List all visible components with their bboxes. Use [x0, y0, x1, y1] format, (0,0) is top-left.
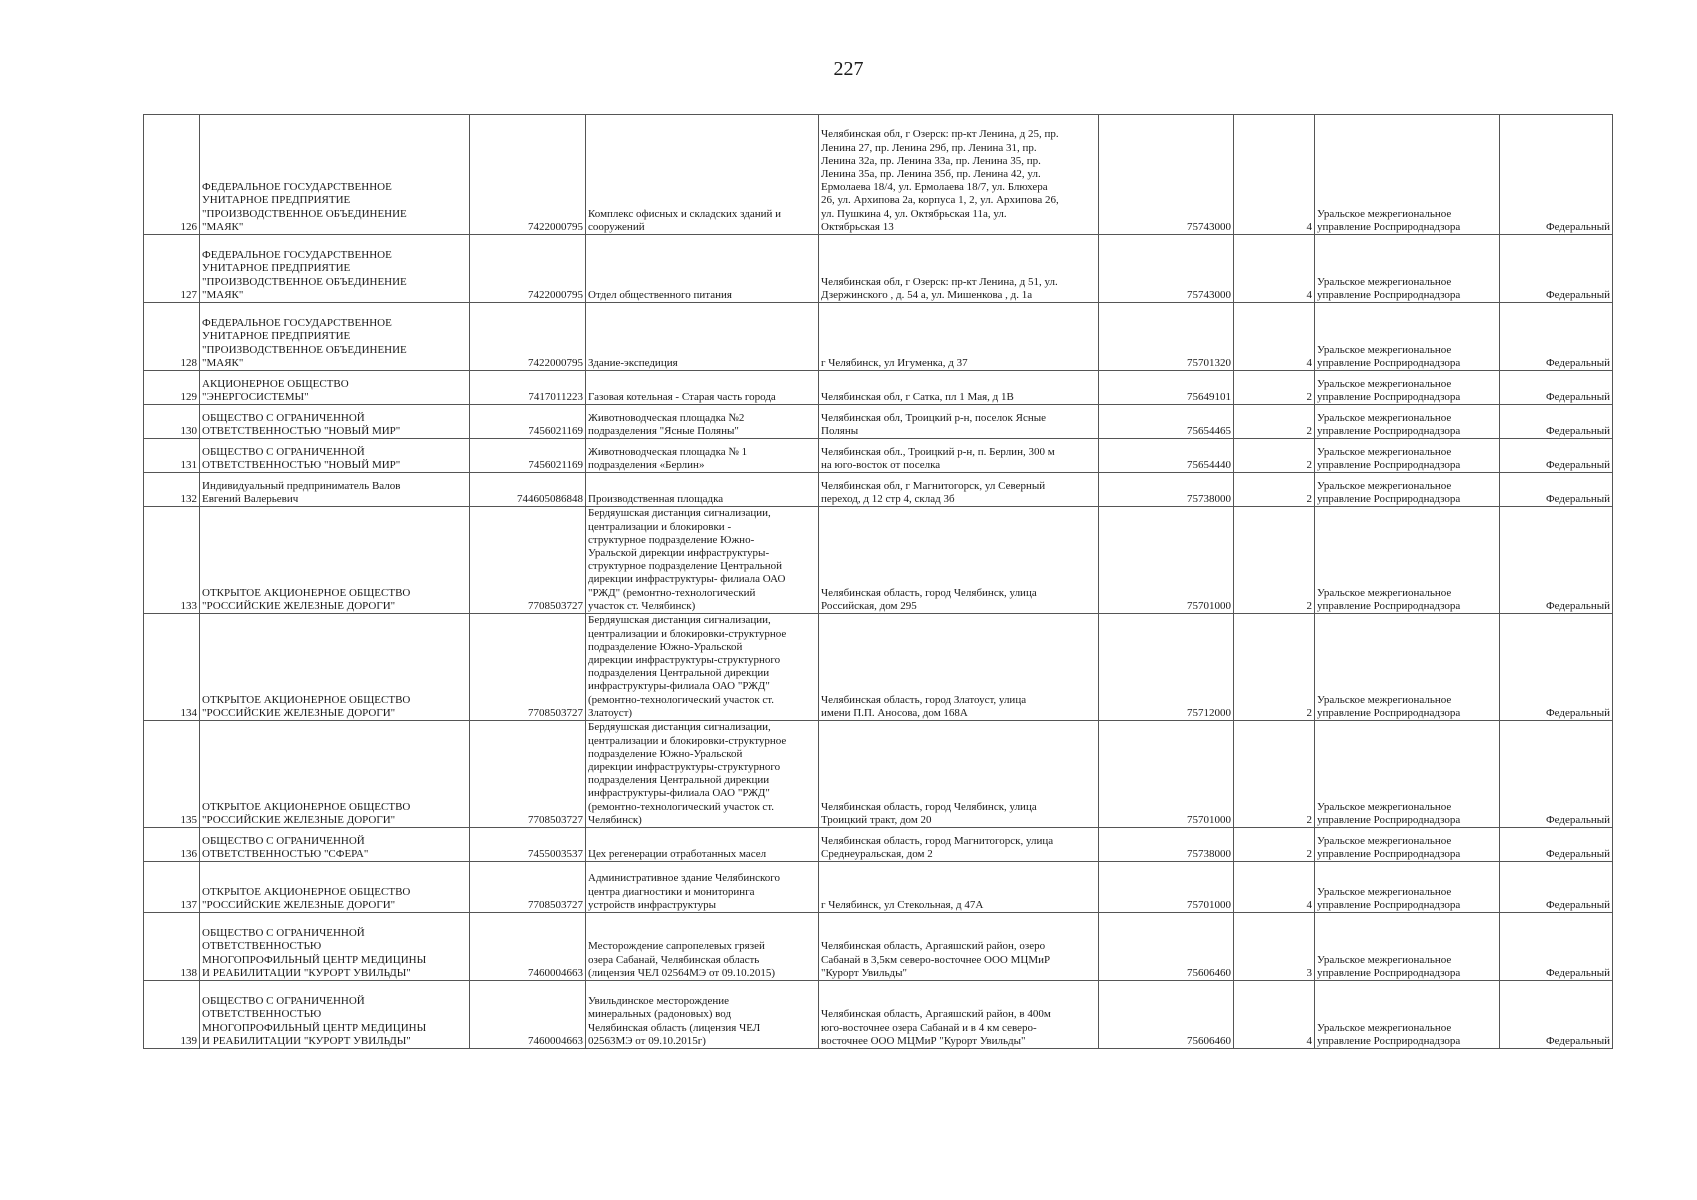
supervision-level: Федеральный: [1500, 439, 1613, 473]
table-row: [144, 473, 1613, 507]
oktmo-code: 75701000: [1099, 862, 1234, 913]
object-name: Бердяушская дистанция сигнализации, централизации и блокировки - структурное подразделение Южно- Уральской дирекции инфраструктуры- структурное подразделение Центральной дирекции инфраструктуры- филиала ОАО "РЖД" (ремонтно-технологический участок ст. Челябинск): [586, 507, 819, 614]
organization-name: ОБЩЕСТВО С ОГРАНИЧЕННОЙ ОТВЕТСТВЕННОСТЬЮ МНОГОПРОФИЛЬНЫЙ ЦЕНТР МЕДИЦИНЫ И РЕАБИЛИТАЦИИ "КУРОРТ УВИЛЬДЫ": [200, 913, 470, 981]
object-category: 4: [1234, 235, 1315, 303]
inn-value: 744605086848: [470, 473, 586, 507]
oktmo-code: 75701000: [1099, 721, 1234, 828]
object-name: Административное здание Челябинского центра диагностики и мониторинга устройств инфраструктуры: [586, 862, 819, 913]
inn-value: 7422000795: [470, 115, 586, 235]
oktmo-code: 75649101: [1099, 371, 1234, 405]
object-address: Челябинская обл, г Магнитогорск, ул Северный переход, д 12 стр 4, склад 3б: [819, 473, 1099, 507]
object-address: Челябинская обл., Троицкий р-н, п. Берлин, 300 м на юго-восток от поселка: [819, 439, 1099, 473]
object-category: 4: [1234, 862, 1315, 913]
object-address: Челябинская область, Аргаяшский район, озеро Сабанай в 3,5км северо-восточнее ООО МЦМиР "Курорт Увильды": [819, 913, 1099, 981]
row-number: 136: [144, 828, 200, 862]
table-row: [144, 862, 1613, 913]
organization-name: ОБЩЕСТВО С ОГРАНИЧЕННОЙ ОТВЕТСТВЕННОСТЬЮ "СФЕРА": [200, 828, 470, 862]
inn-value: 7456021169: [470, 405, 586, 439]
object-address: Челябинская обл, г Озерск: пр-кт Ленина, д 25, пр. Ленина 27, пр. Ленина 29б, пр. Ленина 31, пр. Ленина 32а, пр. Ленина 33а, пр. Ленина 35, пр. Ленина 35а, пр. Ленина 35б, пр. Ленина 42, ул. Ермолаева 18/4, ул. Ермолаева 18/7, ул. Блюхера 26, ул. Архипова 2а, корпуса 1, 2, ул. Архипова 26, ул. Пушкина 4, ул. Октябрьская 11а, ул. Октябрьская 13: [819, 115, 1099, 235]
row-number: 129: [144, 371, 200, 405]
registry-table-body: [144, 115, 1613, 1049]
supervising-authority: Уральское межрегиональное управление Росприроднадзора: [1315, 913, 1500, 981]
object-name: Комплекс офисных и складских зданий и сооружений: [586, 115, 819, 235]
object-name: Производственная площадка: [586, 473, 819, 507]
supervising-authority: Уральское межрегиональное управление Росприроднадзора: [1315, 507, 1500, 614]
object-name: Животноводческая площадка №2 подразделения "Ясные Поляны": [586, 405, 819, 439]
row-number: 127: [144, 235, 200, 303]
inn-value: 7417011223: [470, 371, 586, 405]
inn-value: 7456021169: [470, 439, 586, 473]
supervising-authority: Уральское межрегиональное управление Росприроднадзора: [1315, 405, 1500, 439]
inn-value: 7708503727: [470, 721, 586, 828]
supervising-authority: Уральское межрегиональное управление Росприроднадзора: [1315, 235, 1500, 303]
supervising-authority: Уральское межрегиональное управление Росприроднадзора: [1315, 828, 1500, 862]
supervision-level: Федеральный: [1500, 371, 1613, 405]
table-row: [144, 405, 1613, 439]
supervision-level: Федеральный: [1500, 614, 1613, 721]
object-category: 2: [1234, 473, 1315, 507]
supervision-level: Федеральный: [1500, 913, 1613, 981]
organization-name: Индивидуальный предприниматель Валов Евгений Валерьевич: [200, 473, 470, 507]
object-category: 3: [1234, 913, 1315, 981]
oktmo-code: 75654440: [1099, 439, 1234, 473]
inn-value: 7460004663: [470, 913, 586, 981]
organization-name: ОТКРЫТОЕ АКЦИОНЕРНОЕ ОБЩЕСТВО "РОССИЙСКИЕ ЖЕЛЕЗНЫЕ ДОРОГИ": [200, 721, 470, 828]
inn-value: 7422000795: [470, 303, 586, 371]
table-row: [144, 303, 1613, 371]
table-row: [144, 235, 1613, 303]
inn-value: 7708503727: [470, 507, 586, 614]
oktmo-code: 75743000: [1099, 235, 1234, 303]
table-row: [144, 913, 1613, 981]
supervising-authority: Уральское межрегиональное управление Росприроднадзора: [1315, 473, 1500, 507]
object-name: Газовая котельная - Старая часть города: [586, 371, 819, 405]
row-number: 132: [144, 473, 200, 507]
row-number: 139: [144, 981, 200, 1049]
organization-name: ОБЩЕСТВО С ОГРАНИЧЕННОЙ ОТВЕТСТВЕННОСТЬЮ "НОВЫЙ МИР": [200, 439, 470, 473]
inn-value: 7422000795: [470, 235, 586, 303]
row-number: 137: [144, 862, 200, 913]
supervision-level: Федеральный: [1500, 235, 1613, 303]
object-category: 2: [1234, 405, 1315, 439]
organization-name: ОТКРЫТОЕ АКЦИОНЕРНОЕ ОБЩЕСТВО "РОССИЙСКИЕ ЖЕЛЕЗНЫЕ ДОРОГИ": [200, 507, 470, 614]
object-address: Челябинская обл, Троицкий р-н, поселок Ясные Поляны: [819, 405, 1099, 439]
organization-name: ОТКРЫТОЕ АКЦИОНЕРНОЕ ОБЩЕСТВО "РОССИЙСКИЕ ЖЕЛЕЗНЫЕ ДОРОГИ": [200, 862, 470, 913]
object-category: 4: [1234, 303, 1315, 371]
supervision-level: Федеральный: [1500, 303, 1613, 371]
organization-name: ОБЩЕСТВО С ОГРАНИЧЕННОЙ ОТВЕТСТВЕННОСТЬЮ "НОВЫЙ МИР": [200, 405, 470, 439]
object-address: Челябинская область, город Магнитогорск, улица Среднеуральская, дом 2: [819, 828, 1099, 862]
oktmo-code: 75654465: [1099, 405, 1234, 439]
object-address: Челябинская область, город Златоуст, улица имени П.П. Аносова, дом 168А: [819, 614, 1099, 721]
page-number: 227: [833, 58, 864, 80]
table-row: [144, 371, 1613, 405]
object-name: Отдел общественного питания: [586, 235, 819, 303]
object-name: Бердяушская дистанция сигнализации, централизации и блокировки-структурное подразделение Южно-Уральской дирекции инфраструктуры-структурного подразделения Центральной дирекции инфраструктуры-филиала ОАО "РЖД" (ремонтно-технологический участок ст. Златоуст): [586, 614, 819, 721]
object-name: Животноводческая площадка № 1 подразделения «Берлин»: [586, 439, 819, 473]
supervision-level: Федеральный: [1500, 115, 1613, 235]
row-number: 131: [144, 439, 200, 473]
supervising-authority: Уральское межрегиональное управление Росприроднадзора: [1315, 981, 1500, 1049]
object-address: Челябинская область, город Челябинск, улица Троицкий тракт, дом 20: [819, 721, 1099, 828]
oktmo-code: 75701320: [1099, 303, 1234, 371]
table-row: [144, 981, 1613, 1049]
oktmo-code: 75738000: [1099, 828, 1234, 862]
object-name: Увильдинское месторождение минеральных (радоновых) вод Челябинская область (лицензия ЧЕЛ 02563МЭ от 09.10.2015г): [586, 981, 819, 1049]
supervision-level: Федеральный: [1500, 862, 1613, 913]
supervising-authority: Уральское межрегиональное управление Росприроднадзора: [1315, 115, 1500, 235]
table-row: [144, 507, 1613, 614]
organization-name: ФЕДЕРАЛЬНОЕ ГОСУДАРСТВЕННОЕ УНИТАРНОЕ ПРЕДПРИЯТИЕ "ПРОИЗВОДСТВЕННОЕ ОБЪЕДИНЕНИЕ "МАЯК": [200, 115, 470, 235]
supervising-authority: Уральское межрегиональное управление Росприроднадзора: [1315, 721, 1500, 828]
organization-name: ФЕДЕРАЛЬНОЕ ГОСУДАРСТВЕННОЕ УНИТАРНОЕ ПРЕДПРИЯТИЕ "ПРОИЗВОДСТВЕННОЕ ОБЪЕДИНЕНИЕ "МАЯК": [200, 303, 470, 371]
oktmo-code: 75701000: [1099, 507, 1234, 614]
object-category: 2: [1234, 721, 1315, 828]
organization-name: ОТКРЫТОЕ АКЦИОНЕРНОЕ ОБЩЕСТВО "РОССИЙСКИЕ ЖЕЛЕЗНЫЕ ДОРОГИ": [200, 614, 470, 721]
object-category: 4: [1234, 981, 1315, 1049]
row-number: 133: [144, 507, 200, 614]
object-category: 2: [1234, 828, 1315, 862]
supervising-authority: Уральское межрегиональное управление Росприроднадзора: [1315, 439, 1500, 473]
object-name: Бердяушская дистанция сигнализации, централизации и блокировки-структурное подразделение Южно-Уральской дирекции инфраструктуры-структурного подразделения Центральной дирекции инфраструктуры-филиала ОАО "РЖД" (ремонтно-технологический участок ст. Челябинск): [586, 721, 819, 828]
object-category: 4: [1234, 115, 1315, 235]
object-name: Здание-экспедиция: [586, 303, 819, 371]
object-category: 2: [1234, 439, 1315, 473]
supervising-authority: Уральское межрегиональное управление Росприроднадзора: [1315, 862, 1500, 913]
table-row: [144, 828, 1613, 862]
row-number: 128: [144, 303, 200, 371]
row-number: 134: [144, 614, 200, 721]
object-address: Челябинская обл, г Озерск: пр-кт Ленина, д 51, ул. Дзержинского , д. 54 а, ул. Мишенкова , д. 1а: [819, 235, 1099, 303]
supervision-level: Федеральный: [1500, 828, 1613, 862]
supervising-authority: Уральское межрегиональное управление Росприроднадзора: [1315, 303, 1500, 371]
table-row: [144, 614, 1613, 721]
inn-value: 7708503727: [470, 614, 586, 721]
oktmo-code: 75712000: [1099, 614, 1234, 721]
oktmo-code: 75743000: [1099, 115, 1234, 235]
organization-name: АКЦИОНЕРНОЕ ОБЩЕСТВО "ЭНЕРГОСИСТЕМЫ": [200, 371, 470, 405]
table-row: [144, 115, 1613, 235]
supervision-level: Федеральный: [1500, 473, 1613, 507]
object-address: Челябинская обл, г Сатка, пл 1 Мая, д 1В: [819, 371, 1099, 405]
row-number: 138: [144, 913, 200, 981]
inn-value: 7455003537: [470, 828, 586, 862]
row-number: 130: [144, 405, 200, 439]
oktmo-code: 75738000: [1099, 473, 1234, 507]
table-row: [144, 439, 1613, 473]
object-address: г Челябинск, ул Игуменка, д 37: [819, 303, 1099, 371]
inn-value: 7460004663: [470, 981, 586, 1049]
row-number: 135: [144, 721, 200, 828]
object-name: Цех регенерации отработанных масел: [586, 828, 819, 862]
organization-name: ОБЩЕСТВО С ОГРАНИЧЕННОЙ ОТВЕТСТВЕННОСТЬЮ МНОГОПРОФИЛЬНЫЙ ЦЕНТР МЕДИЦИНЫ И РЕАБИЛИТАЦИИ "КУРОРТ УВИЛЬДЫ": [200, 981, 470, 1049]
supervising-authority: Уральское межрегиональное управление Росприроднадзора: [1315, 371, 1500, 405]
registry-table: [143, 114, 1613, 1049]
table-row: [144, 721, 1613, 828]
row-number: 126: [144, 115, 200, 235]
oktmo-code: 75606460: [1099, 981, 1234, 1049]
inn-value: 7708503727: [470, 862, 586, 913]
supervision-level: Федеральный: [1500, 721, 1613, 828]
supervision-level: Федеральный: [1500, 405, 1613, 439]
object-address: Челябинская область, город Челябинск, улица Российская, дом 295: [819, 507, 1099, 614]
oktmo-code: 75606460: [1099, 913, 1234, 981]
object-category: 2: [1234, 614, 1315, 721]
supervision-level: Федеральный: [1500, 981, 1613, 1049]
object-address: Челябинская область, Аргаяшский район, в 400м юго-восточнее озера Сабанай и в 4 км северо- восточнее ООО МЦМиР "Курорт Увильды": [819, 981, 1099, 1049]
supervision-level: Федеральный: [1500, 507, 1613, 614]
object-category: 2: [1234, 507, 1315, 614]
object-address: г Челябинск, ул Стекольная, д 47А: [819, 862, 1099, 913]
organization-name: ФЕДЕРАЛЬНОЕ ГОСУДАРСТВЕННОЕ УНИТАРНОЕ ПРЕДПРИЯТИЕ "ПРОИЗВОДСТВЕННОЕ ОБЪЕДИНЕНИЕ "МАЯК": [200, 235, 470, 303]
supervising-authority: Уральское межрегиональное управление Росприроднадзора: [1315, 614, 1500, 721]
object-category: 2: [1234, 371, 1315, 405]
object-name: Месторождение сапропелевых грязей озера Сабанай, Челябинская область (лицензия ЧЕЛ 02564МЭ от 09.10.2015): [586, 913, 819, 981]
